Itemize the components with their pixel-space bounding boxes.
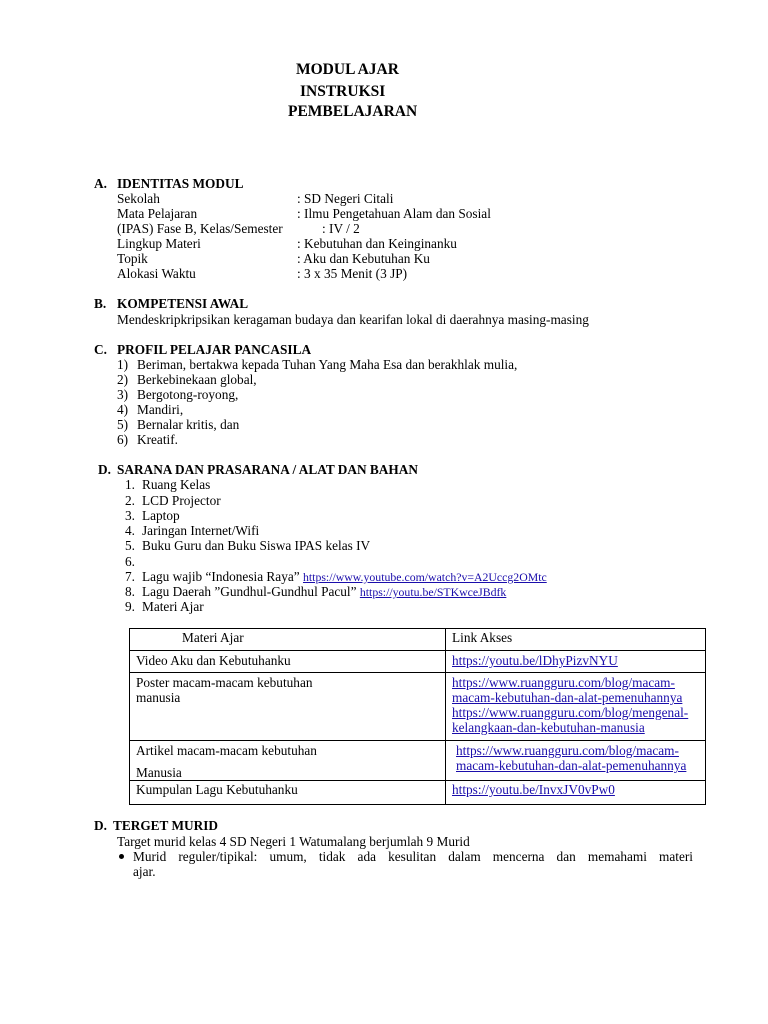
facility-item-text: Ruang Kelas [142, 477, 211, 492]
profile-item-number: 3) [117, 387, 129, 402]
profile-item-number: 2) [117, 372, 129, 387]
facility-item-text: Lagu wajib “Indonesia Raya” [142, 569, 300, 584]
profile-item-number: 6) [117, 432, 129, 447]
youtube-link[interactable]: https://youtu.be/STKwceJBdfk [359, 585, 507, 599]
facility-item-number: 1. [125, 477, 135, 492]
facility-item-row [142, 569, 547, 585]
identity-value: : 3 x 35 Menit (3 JP) [297, 266, 408, 281]
bullet-icon [119, 854, 124, 859]
identity-label: Lingkup Materi [117, 236, 201, 251]
table-header-cell: Link Akses [446, 629, 706, 651]
profile-item-text: Bergotong-royong, [137, 387, 239, 402]
module-title: MODUL AJAR [296, 61, 399, 78]
materi-text: Manusia [136, 765, 182, 780]
facility-item-number: 6. [125, 554, 135, 569]
section-c-marker: C. [94, 342, 107, 357]
table-cell-materi [130, 673, 446, 741]
section-b-marker: B. [94, 296, 107, 311]
facility-item-text: Lagu Daerah ”Gundhul-Gundhul Pacul” [142, 584, 357, 599]
target-bullet-line1: Murid reguler/tipikal: umum, tidak ada kesulitan dalam mencerna dan memahami materi [133, 849, 693, 864]
section-target-heading: TERGET MURID [113, 818, 219, 833]
target-text: Target murid kelas 4 SD Negeri 1 Watumalang berjumlah 9 Murid [117, 834, 470, 849]
identity-label: Alokasi Waktu [117, 266, 196, 281]
table-cell-materi [130, 741, 446, 781]
facility-item-number: 9. [125, 599, 135, 614]
profile-item-text: Mandiri, [137, 402, 184, 417]
material-link[interactable]: https://www.ruangguru.com/blog/macam- [452, 675, 675, 690]
identity-label: Mata Pelajaran [117, 206, 198, 221]
target-bullet-line2: ajar. [133, 864, 156, 879]
section-a-marker: A. [94, 176, 107, 191]
facility-item-number: 4. [125, 523, 135, 538]
table-cell-materi [130, 651, 446, 673]
profile-item-number: 5) [117, 417, 129, 432]
facility-item-text: Jaringan Internet/Wifi [142, 523, 260, 538]
material-link[interactable]: https://youtu.be/InvxJV0vPw0 [452, 782, 615, 797]
material-link[interactable]: https://www.ruangguru.com/blog/macam- [456, 743, 679, 758]
identity-value: : SD Negeri Citali [297, 191, 394, 206]
table-row [130, 651, 706, 673]
section-d-heading: SARANA DAN PRASARANA / ALAT DAN BAHAN [117, 462, 418, 477]
identity-label: Sekolah [117, 191, 160, 206]
identity-label: Topik [117, 251, 148, 266]
materi-text: Kumpulan Lagu Kebutuhanku [136, 782, 298, 797]
section-target-marker: D. [94, 818, 107, 833]
facility-item-number: 2. [125, 493, 135, 508]
material-link[interactable]: kelangkaan-dan-kebutuhan-manusia [452, 720, 645, 735]
table-cell-link [446, 673, 706, 741]
profile-item-number: 1) [117, 357, 129, 372]
youtube-link[interactable]: https://www.youtube.com/watch?v=A2Uccg2OMtc [302, 570, 547, 584]
facility-item-number: 7. [125, 569, 135, 584]
material-link[interactable]: macam-kebutuhan-dan-alat-pemenuhannya [452, 690, 683, 705]
facility-item-text: LCD Projector [142, 493, 221, 508]
identity-value: : Aku dan Kebutuhan Ku [297, 251, 430, 266]
materials-table [129, 628, 706, 805]
table-header-cell: Materi Ajar [130, 629, 446, 651]
material-link[interactable]: macam-kebutuhan-dan-alat-pemenuhannya [456, 758, 687, 773]
materi-text: manusia [136, 690, 181, 705]
section-b-heading: KOMPETENSI AWAL [117, 296, 249, 311]
identity-label: (IPAS) Fase B, Kelas/Semester [117, 221, 283, 236]
table-cell-link [446, 741, 706, 781]
identity-value: : Ilmu Pengetahuan Alam dan Sosial [297, 206, 491, 221]
profile-item-number: 4) [117, 402, 129, 417]
table-row [130, 781, 706, 805]
facility-item-number: 3. [125, 508, 135, 523]
profile-item-text: Bernalar kritis, dan [137, 417, 240, 432]
section-d-marker: D. [98, 462, 111, 477]
materi-text: Artikel macam-macam kebutuhan [136, 743, 317, 758]
table-header-row [130, 629, 706, 651]
materi-text: Poster macam-macam kebutuhan [136, 675, 313, 690]
section-c-heading: PROFIL PELAJAR PANCASILA [117, 342, 312, 357]
table-row [130, 673, 706, 741]
profile-item-text: Berkebinekaan global, [137, 372, 257, 387]
facility-item-row [142, 584, 506, 600]
table-cell-link [446, 651, 706, 673]
facility-item-text: Buku Guru dan Buku Siswa IPAS kelas IV [142, 538, 371, 553]
identity-value: : IV / 2 [322, 221, 360, 236]
module-subtitle-line2: PEMBELAJARAN [288, 103, 418, 120]
table-row [130, 741, 706, 781]
facility-item-text: Laptop [142, 508, 180, 523]
material-link[interactable]: https://www.ruangguru.com/blog/mengenal- [452, 705, 689, 720]
table-cell-materi [130, 781, 446, 805]
materi-text: Video Aku dan Kebutuhanku [136, 653, 291, 668]
module-subtitle-line1: INSTRUKSI [300, 83, 386, 100]
profile-item-text: Beriman, bertakwa kepada Tuhan Yang Maha Esa dan berakhlak mulia, [137, 357, 518, 372]
profile-item-text: Kreatif. [137, 432, 178, 447]
facility-item-number: 5. [125, 538, 135, 553]
section-a-heading: IDENTITAS MODUL [117, 176, 244, 191]
identity-value: : Kebutuhan dan Keinginanku [297, 236, 457, 251]
facility-item-text: Materi Ajar [142, 599, 204, 614]
competence-text: Mendeskripkripsikan keragaman budaya dan kearifan lokal di daerahnya masing-masing [117, 312, 589, 327]
facility-item-number: 8. [125, 584, 135, 599]
material-link[interactable]: https://youtu.be/lDhyPizvNYU [452, 653, 618, 668]
table-cell-link [446, 781, 706, 805]
